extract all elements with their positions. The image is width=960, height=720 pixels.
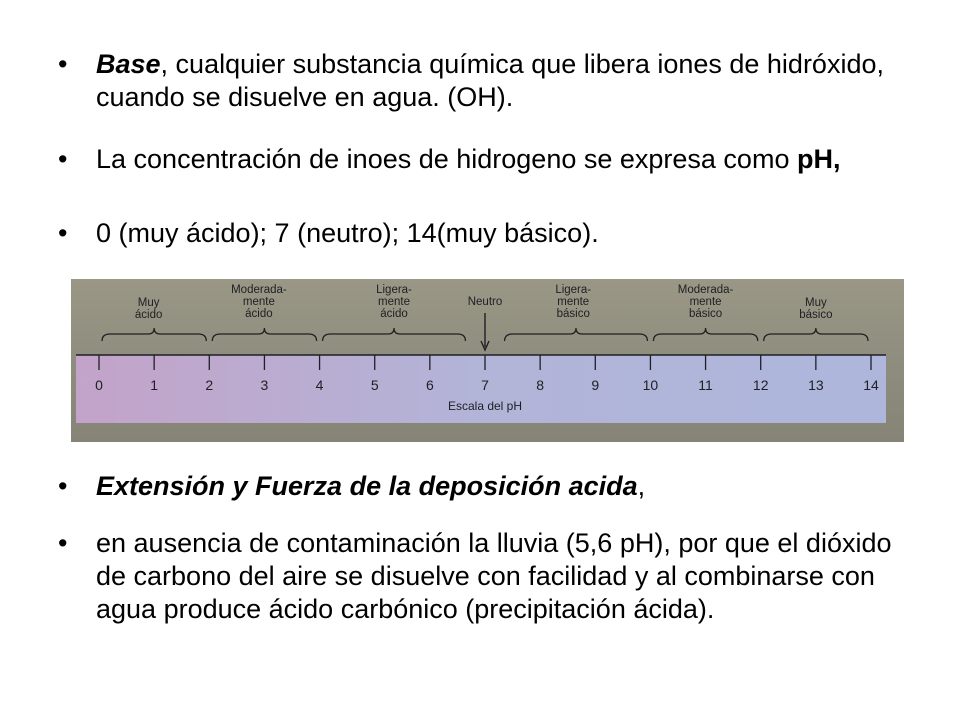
bullet-dot: •: [58, 144, 68, 174]
bold-term: Base: [96, 49, 161, 79]
ph-tick-label: 8: [536, 377, 545, 393]
ph-category-label: mente: [242, 296, 275, 308]
ph-tick-label: 4: [315, 377, 324, 393]
ph-tick-label: 3: [260, 377, 269, 393]
ph-category-label: mente: [378, 296, 410, 308]
ph-category-label: mente: [689, 296, 722, 308]
ph-tick-label: 7: [481, 377, 489, 393]
ph-axis-label: Escala del pH: [447, 399, 523, 413]
ph-category-brace: [102, 328, 206, 341]
ph-category-brace: [653, 328, 757, 341]
ph-category-brace: [323, 328, 466, 341]
bullet-text: en ausencia de contaminación la lluvia (5,6 pH), por que el dióxido de carbono del aire se disuelve con facilidad y al combinarse con agua produce ácido carbónico (precipitación ácida).: [96, 528, 892, 624]
ph-tick-label: 6: [425, 377, 434, 393]
ph-scale-svg: [71, 279, 904, 442]
ph-tick-label: 9: [591, 377, 600, 393]
ph-category-label: básico: [556, 308, 590, 320]
bullet-text: 0 (muy ácido); 7 (neutro); 14(muy básico).: [96, 218, 599, 248]
ph-category-label: ácido: [134, 309, 163, 321]
ph-tick-label: 0: [95, 377, 103, 393]
ph-tick-label: 5: [370, 377, 379, 393]
bullet-text: [96, 470, 918, 503]
ph-category-brace: [764, 328, 868, 341]
bullet-acid-deposition-heading: [58, 470, 918, 503]
bullet-dot: •: [58, 49, 68, 79]
ph-category-label: ácido: [380, 308, 408, 320]
ph-category-label: básico: [799, 309, 833, 321]
bullet-text: [96, 143, 918, 176]
ph-category-label: básico: [688, 308, 723, 320]
bullet-dot: •: [58, 471, 68, 501]
bullet-rest: ,: [637, 471, 646, 501]
bullet-ph-range: [58, 217, 918, 250]
ph-category-brace: [212, 328, 316, 341]
ph-category-label: Muy: [804, 297, 827, 309]
ph-category-label: Ligera-: [555, 284, 592, 296]
ph-category-label: Moderada-: [677, 284, 734, 296]
ph-tick-label: 2: [205, 377, 214, 393]
ph-tick-label: 1: [150, 377, 159, 393]
ph-scale-figure: [71, 279, 904, 442]
bullet-plain: La concentración de inoes de hidrogeno se expresa como: [96, 144, 797, 174]
bullet-dot: •: [58, 218, 68, 248]
bullet-rain-explanation: [58, 527, 918, 626]
ph-category-brace: [505, 328, 648, 341]
ph-tick-label: 13: [808, 377, 824, 393]
bold-term: Extensión y Fuerza de la deposición acida: [96, 471, 638, 501]
bullet-base-definition: [58, 48, 918, 114]
ph-tick-label: 10: [642, 377, 659, 393]
bullet-rest: , cualquier substancia química que libera iones de hidróxido, cuando se disuelve en agua. (OH).: [96, 49, 884, 112]
bullet-dot: •: [58, 528, 68, 558]
ph-tick-label: 11: [698, 377, 713, 393]
bullet-text: [96, 48, 918, 114]
ph-category-label: Neutro: [467, 296, 503, 308]
bold-term: pH,: [796, 144, 841, 174]
ph-category-label: ácido: [245, 308, 273, 320]
ph-tick-label: 12: [752, 377, 769, 393]
ph-category-label: Moderada-: [231, 284, 287, 296]
ph-category-label: Ligera-: [376, 284, 412, 296]
bullet-ph-expression: [58, 143, 918, 176]
ph-category-label: Muy: [137, 297, 160, 309]
ph-tick-label: 14: [863, 377, 879, 393]
ph-category-label: mente: [557, 296, 590, 308]
